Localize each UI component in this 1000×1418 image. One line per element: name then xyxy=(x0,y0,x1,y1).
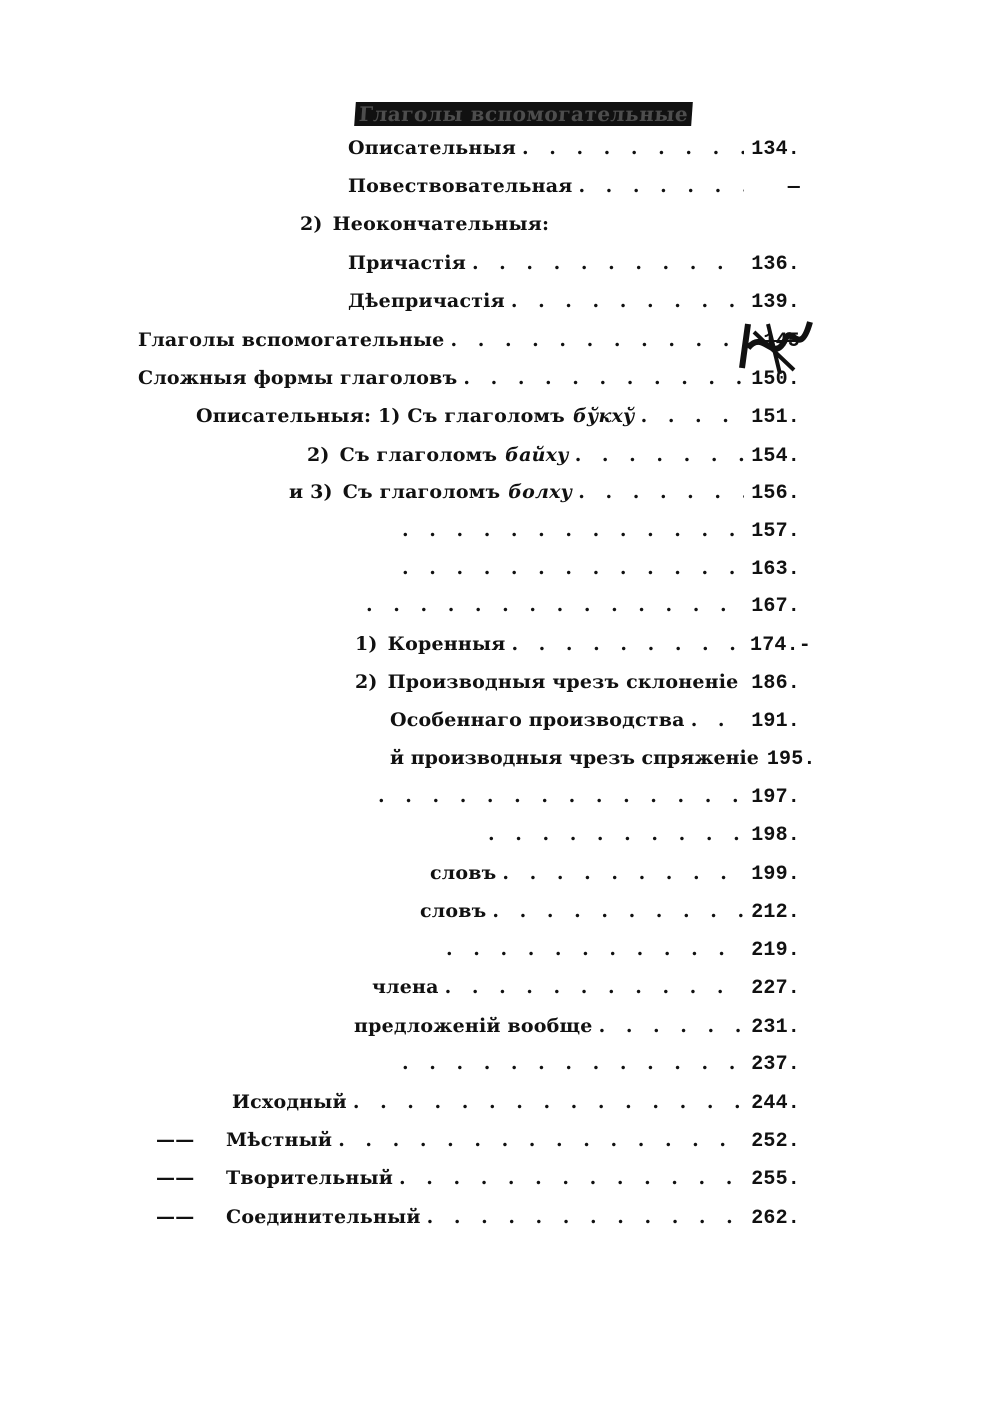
toc-entry-page: 186. xyxy=(751,672,800,695)
toc-entry xyxy=(396,519,800,553)
toc-entry-page: 195. xyxy=(766,748,816,771)
leader-dots xyxy=(511,633,744,655)
leader-dots xyxy=(427,1206,744,1228)
toc-entry-label: Особеннаго производства xyxy=(390,709,685,731)
toc-entry-page: 231. xyxy=(751,1016,800,1039)
toc-entry-italic: бўкхў xyxy=(572,405,635,427)
toc-entry-label: Описательныя xyxy=(348,137,516,159)
toc-entry-label: Съ глаголомъ xyxy=(342,481,501,503)
toc-entry-label: Описательныя: 1) Съ глаголомъ xyxy=(196,405,565,427)
toc-entry-page: 255. xyxy=(751,1168,800,1191)
toc-entry-label: Соединительный xyxy=(226,1206,421,1228)
leader-dots xyxy=(450,329,744,351)
toc-entry-number: 2) xyxy=(355,671,378,693)
ditto-dash: —— xyxy=(156,1167,195,1189)
leader-dots xyxy=(599,1015,744,1037)
toc-entry xyxy=(156,1206,800,1240)
leader-dots xyxy=(366,594,744,616)
toc-entry xyxy=(355,633,812,667)
toc-entry-label: Творительный xyxy=(226,1167,393,1189)
toc-entry-page: 237. xyxy=(751,1053,800,1076)
toc-entry-page: 219. xyxy=(751,939,800,962)
leader-dots xyxy=(402,557,744,579)
toc-entry-page: 198. xyxy=(751,824,800,847)
toc-entry-page: 174.- xyxy=(750,634,812,657)
toc-entry-label: й производныя чрезъ спряженіе xyxy=(390,747,759,769)
toc-entry xyxy=(348,137,800,171)
toc-entry-page: 212. xyxy=(751,901,800,924)
leader-dots xyxy=(691,709,744,731)
toc-entry-label: Повествовательная xyxy=(348,175,573,197)
toc-entry xyxy=(156,1167,800,1201)
leader-dots xyxy=(399,1167,744,1189)
toc-entry-label: Неокончательныя: xyxy=(332,213,550,235)
toc-entry xyxy=(396,1052,800,1086)
toc-entry-page: 199. xyxy=(751,863,800,886)
toc-entry-page: 134. xyxy=(751,138,800,161)
toc-entry-label: словъ xyxy=(420,900,487,922)
toc-entry-label: Сложныя формы глаголовъ xyxy=(138,367,458,389)
toc-entry xyxy=(196,405,800,439)
toc-entry xyxy=(372,785,800,819)
leader-dots xyxy=(402,1052,744,1074)
toc-entry-page: 151. xyxy=(751,406,800,429)
page-heading-obscured: Глаголы вспомогательные xyxy=(354,102,693,126)
toc-entry-page: 163. xyxy=(751,558,800,581)
toc-entry xyxy=(360,594,800,628)
toc-entry-number: 2) xyxy=(300,213,323,235)
leader-dots xyxy=(511,290,744,312)
toc-entry xyxy=(354,1015,800,1049)
leader-dots xyxy=(641,405,744,427)
leader-dots xyxy=(353,1091,744,1113)
leader-dots xyxy=(472,252,744,274)
leader-dots xyxy=(578,175,744,197)
leader-dots xyxy=(402,519,744,541)
leader-dots xyxy=(575,444,744,466)
toc-entry-page: 154. xyxy=(751,445,800,468)
toc-entry-number: и 3) xyxy=(289,481,333,503)
toc-entry xyxy=(232,1091,800,1125)
leader-dots xyxy=(492,900,744,922)
leader-dots xyxy=(522,137,744,159)
toc-entry-page-overwritten: 145 xyxy=(763,330,800,353)
toc-entry xyxy=(289,481,800,515)
toc-entry-page: 156. xyxy=(751,482,800,505)
toc-entry xyxy=(300,213,549,247)
toc-entry-label: Исходный xyxy=(232,1091,347,1113)
toc-entry-italic: байху xyxy=(505,444,569,466)
toc-entry xyxy=(348,252,800,286)
toc-entry-label: Причастія xyxy=(348,252,466,274)
toc-entry-italic: болху xyxy=(508,481,573,503)
toc-entry-page: 157. xyxy=(751,520,800,543)
toc-entry xyxy=(348,175,800,209)
toc-entry-page: 262. xyxy=(751,1207,800,1230)
toc-entry-label: Мѣстный xyxy=(226,1129,333,1151)
toc-entry xyxy=(390,709,800,743)
toc-entry xyxy=(138,329,800,363)
toc-entry-page: 252. xyxy=(751,1130,800,1153)
leader-dots xyxy=(338,1129,744,1151)
toc-entry-page: 191. xyxy=(751,710,800,733)
ditto-dash: —— xyxy=(156,1129,195,1151)
toc-entry-page: 244. xyxy=(751,1092,800,1115)
toc-entry-page: 139. xyxy=(751,291,800,314)
leader-dots xyxy=(488,823,744,845)
toc-entry-number: 2) xyxy=(307,444,330,466)
toc-entry-label: Коренныя xyxy=(387,633,506,655)
leader-dots xyxy=(446,938,744,960)
toc-entry-page: 197. xyxy=(751,786,800,809)
toc-entry-label: Производныя чрезъ склоненіе xyxy=(387,671,739,693)
toc-entry-label: словъ xyxy=(430,862,497,884)
leader-dots xyxy=(445,976,744,998)
toc-entry xyxy=(372,976,800,1010)
toc-entry-page: 227. xyxy=(751,977,800,1000)
toc-entry xyxy=(307,444,800,478)
toc-entry xyxy=(430,862,800,896)
toc-entry xyxy=(390,747,816,781)
toc-entry-page: — xyxy=(787,176,800,199)
leader-dots xyxy=(463,367,744,389)
toc-entry-label: члена xyxy=(372,976,439,998)
toc-entry-page: 136. xyxy=(751,253,800,276)
toc-entry-label: предложеній вообще xyxy=(354,1015,593,1037)
toc-entry-number: 1) xyxy=(355,633,378,655)
toc-entry xyxy=(156,1129,800,1163)
leader-dots xyxy=(378,785,744,807)
leader-dots xyxy=(502,862,744,884)
toc-entry-page: 167. xyxy=(751,595,800,618)
toc-entry xyxy=(482,823,800,857)
toc-entry-label: Дѣепричастія xyxy=(348,290,505,312)
toc-entry-label: Съ глаголомъ xyxy=(339,444,498,466)
toc-entry xyxy=(355,671,800,705)
toc-entry xyxy=(138,367,800,401)
toc-entry-page: 150. xyxy=(751,368,800,391)
toc-entry-label: Глаголы вспомогательные xyxy=(138,329,445,351)
toc-entry xyxy=(348,290,800,324)
toc-entry xyxy=(440,938,800,972)
toc-entry xyxy=(396,557,800,591)
toc-entry xyxy=(420,900,800,934)
ditto-dash: —— xyxy=(156,1206,195,1228)
leader-dots xyxy=(578,481,744,503)
